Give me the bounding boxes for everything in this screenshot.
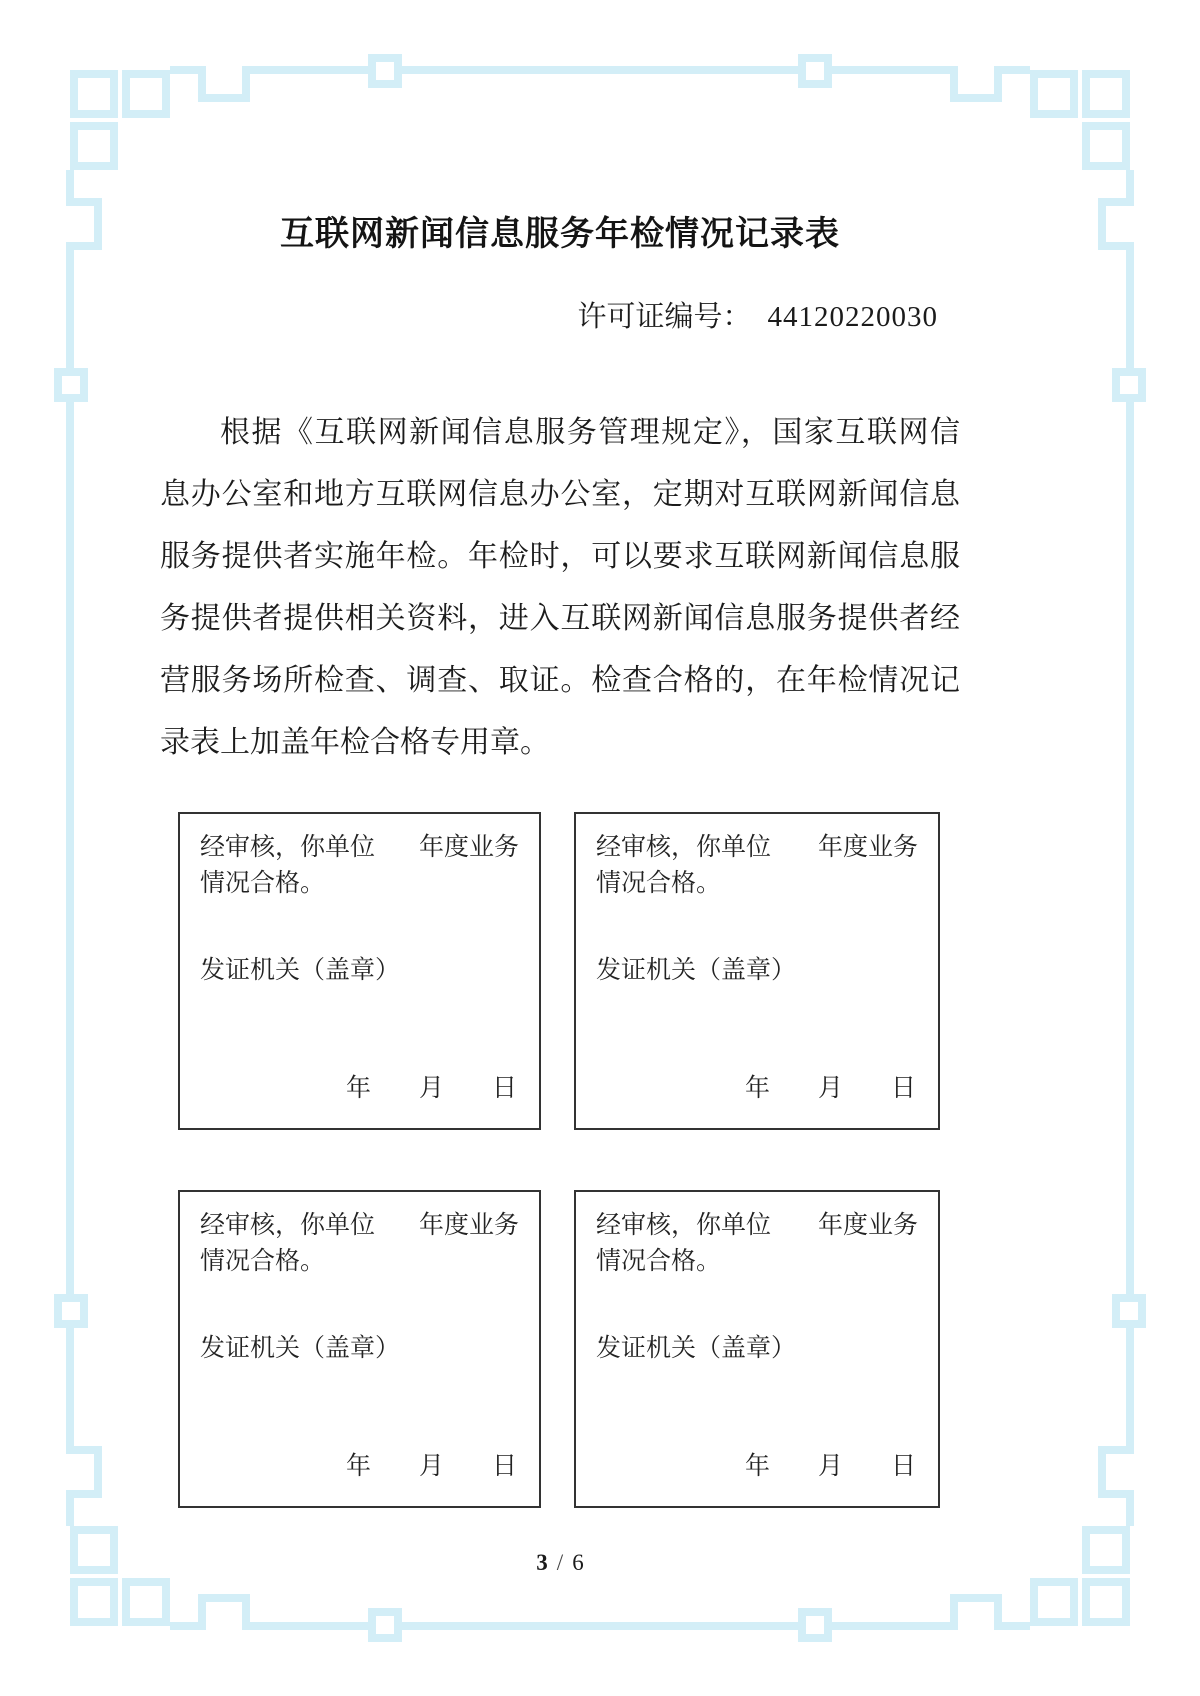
frame-left-border: [66, 596, 74, 1100]
audit-text-left: 经审核，你单位: [596, 1212, 772, 1239]
day-label: 日: [491, 1453, 517, 1480]
issuer-seal-label: 发证机关（盖章）: [200, 957, 401, 984]
audit-year-business-label: 年度业务: [817, 834, 918, 861]
audit-result-text: 情况合格。: [596, 870, 722, 897]
audit-result-text: 情况合格。: [596, 1248, 722, 1275]
paragraph-line: 营服务场所检查、调查、取证。检查合格的，在年检情况记: [160, 664, 960, 697]
page-number-current: 3: [536, 1550, 548, 1575]
page-number-total: 6: [572, 1550, 584, 1575]
year-label: 年: [345, 1075, 371, 1102]
day-label: 日: [890, 1453, 916, 1480]
month-label: 月: [817, 1075, 843, 1102]
stamp-box-line1: [200, 1208, 519, 1244]
paragraph-line: 根据《互联网新闻信息服务管理规定》，国家互联网信: [220, 416, 960, 449]
issuer-seal-label: 发证机关（盖章）: [596, 957, 797, 984]
audit-result-text: 情况合格。: [200, 1248, 326, 1275]
license-number: 44120220030: [767, 301, 938, 333]
issuer-seal-label: 发证机关（盖章）: [200, 1335, 401, 1362]
year-label: 年: [744, 1453, 770, 1480]
date-line: [346, 1452, 517, 1482]
paragraph-line: 录表上加盖年检合格专用章。: [160, 726, 550, 759]
page-number: [160, 1550, 960, 1576]
audit-result-text: 情况合格。: [200, 870, 326, 897]
paragraph-line: 息办公室和地方互联网信息办公室，定期对互联网新闻信息: [160, 478, 960, 511]
page-number-separator: /: [556, 1550, 564, 1575]
license-line: [160, 294, 938, 335]
issuer-seal-label: 发证机关（盖章）: [596, 1335, 797, 1362]
audit-text-left: 经审核，你单位: [596, 834, 772, 861]
date-line: [745, 1074, 916, 1104]
year-label: 年: [744, 1075, 770, 1102]
stamp-box-line1: [596, 1208, 918, 1244]
frame-bottom-border: [580, 1622, 620, 1630]
paragraph-line: 服务提供者实施年检。年检时，可以要求互联网新闻信息服: [160, 540, 960, 573]
license-label: 许可证编号：: [577, 301, 752, 333]
page-title: 互联网新闻信息服务年检情况记录表: [280, 215, 840, 253]
stamp-box-grid: [178, 812, 940, 1508]
frame-right-border: [1126, 596, 1134, 1100]
audit-year-business-label: 年度业务: [817, 1212, 918, 1239]
audit-text-left: 经审核，你单位: [200, 834, 376, 861]
frame-top-border: [580, 66, 620, 74]
month-label: 月: [418, 1075, 444, 1102]
stamp-box-4: [574, 1190, 940, 1508]
month-label: 月: [418, 1453, 444, 1480]
stamp-box-2: [574, 812, 940, 1130]
audit-year-business-label: 年度业务: [418, 834, 519, 861]
audit-year-business-label: 年度业务: [418, 1212, 519, 1239]
month-label: 月: [817, 1453, 843, 1480]
date-line: [745, 1452, 916, 1482]
stamp-box-3: [178, 1190, 541, 1508]
date-line: [346, 1074, 517, 1104]
stamp-box-line1: [200, 830, 519, 866]
day-label: 日: [491, 1075, 517, 1102]
paragraph-line: 务提供者提供相关资料，进入互联网新闻信息服务提供者经: [160, 602, 960, 635]
stamp-box-1: [178, 812, 541, 1130]
body-paragraph: [160, 402, 960, 774]
stamp-box-line1: [596, 830, 918, 866]
day-label: 日: [890, 1075, 916, 1102]
year-label: 年: [345, 1453, 371, 1480]
audit-text-left: 经审核，你单位: [200, 1212, 376, 1239]
